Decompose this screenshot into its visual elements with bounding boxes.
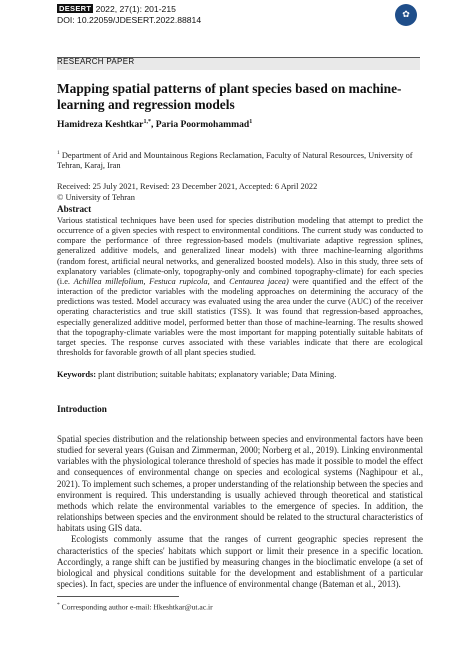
affiliation-sup: 1 (57, 150, 60, 156)
keywords (57, 370, 423, 380)
section-label: RESEARCH PAPER (57, 57, 135, 66)
author-name: Hamidreza Keshtkar (57, 119, 144, 131)
abstract-heading: Abstract (57, 204, 92, 214)
author-separator: , (150, 119, 156, 131)
paragraph: Ecologists commonly assume that the ranges of current geographic species represent the characteristics of the species' habitats which support or limit their presence in a specific location. Accordingly, a range shift can be justified by measuring changes in the bioclimatic envelope (a set of biological and physical conditions suitable for the development and establishment of a particular species). In fact, species are under the influence of environmental change (Bateman et al., 2013). (57, 534, 423, 590)
abstract-text: and (209, 276, 230, 286)
footnote-text: Corresponding author e-mail: Hkeshtkar@ut.ac.ir (59, 602, 213, 612)
abstract-text: Various statistical techniques have been used for species distribution modeling that attempt to predict the occurrence of a given species with respect to environmental conditions. The current study was conducted to compare the performance of three regression-based models (multivariate adaptive regression splines, generalized additive models, and generalized linear models) with three machine-learning algorithms (random forest, artificial neural networks, and generalized boosted models). Also in this study, three sets of explanatory variables (climate-only, topography-only and combined topography-climate) for each species (i.e. (57, 216, 423, 286)
keywords-label: Keywords: (57, 370, 97, 379)
species-names: Achillea millefolium, Festuca rupicola, (73, 276, 210, 286)
footnote (57, 602, 213, 612)
article-dates (57, 182, 422, 203)
citation: 2022, 27(1): 201-215 (95, 4, 176, 14)
university-seal-icon: ✿ (395, 4, 417, 26)
paragraph: Spatial species distribution and the relationship between species and environmental factors have been studied for several years (Guisan and Zimmerman, 2000; Norberg et al., 2019). Linking environmental variables with the physiological tolerance threshold of species has made it possible to model the effect and consequences of environmental change on species and ecological systems (Naghipour et al., 2021). To implement such schemes, a proper understanding of the relationship between the species and environment is required. This understanding is usually achieved through theoretical and statistical methods which relate the environmental variables to the emergence of species. In addition, the relationships between species and the environment should be related to the structural characteristics of habitats using GIS data. (57, 434, 423, 534)
copyright: © University of Tehran (57, 192, 135, 202)
affiliation (57, 148, 422, 172)
author-list (57, 119, 252, 130)
received-dates: Received: 25 July 2021, Revised: 23 December 2021, Accepted: 6 April 2022 (57, 182, 318, 191)
author-sup: 1 (249, 119, 253, 125)
abstract-body (57, 216, 423, 358)
species-names: Centaurea jacea) (229, 276, 289, 286)
introduction-body (57, 434, 423, 590)
author-sup: 1,* (143, 119, 151, 125)
doi: DOI: 10.22059/JDESERT.2022.88814 (57, 15, 202, 25)
author-name: Paria Poormohammad (155, 119, 250, 131)
footnote-divider (57, 596, 179, 597)
journal-badge: DESERT (59, 4, 92, 13)
journal-header (57, 4, 201, 26)
abstract-text: were quantified and the effect of the interaction of the predictor variables with the modeling approaches on determining the accuracy of the predictions was tested. Model accuracy was evaluated using the area under the curve (AUC) of the receiver operating characteristics and true skill statistics (TSS). It was found that regression-based approaches, especially generalized additive model, performed better than those of machine-learning. The results showed that the topography-climate variables were the most important for mapping potentially suitable habitats of target species. The response curves associated with these variables indicate that there are ecological thresholds for favorable growth of all plant species studied. (57, 276, 423, 358)
footnote-sup: * (57, 602, 60, 608)
paper-title: Mapping spatial patterns of plant species based on machine-learning and regression models (57, 81, 402, 112)
introduction-heading: Introduction (57, 404, 107, 414)
affiliation-text: Department of Arid and Mountainous Regions Reclamation, Faculty of Natural Resources, University of Tehran, Karaj, Iran (57, 150, 413, 171)
keywords-text: plant distribution; suitable habitats; explanatory variable; Data Mining. (96, 370, 337, 379)
